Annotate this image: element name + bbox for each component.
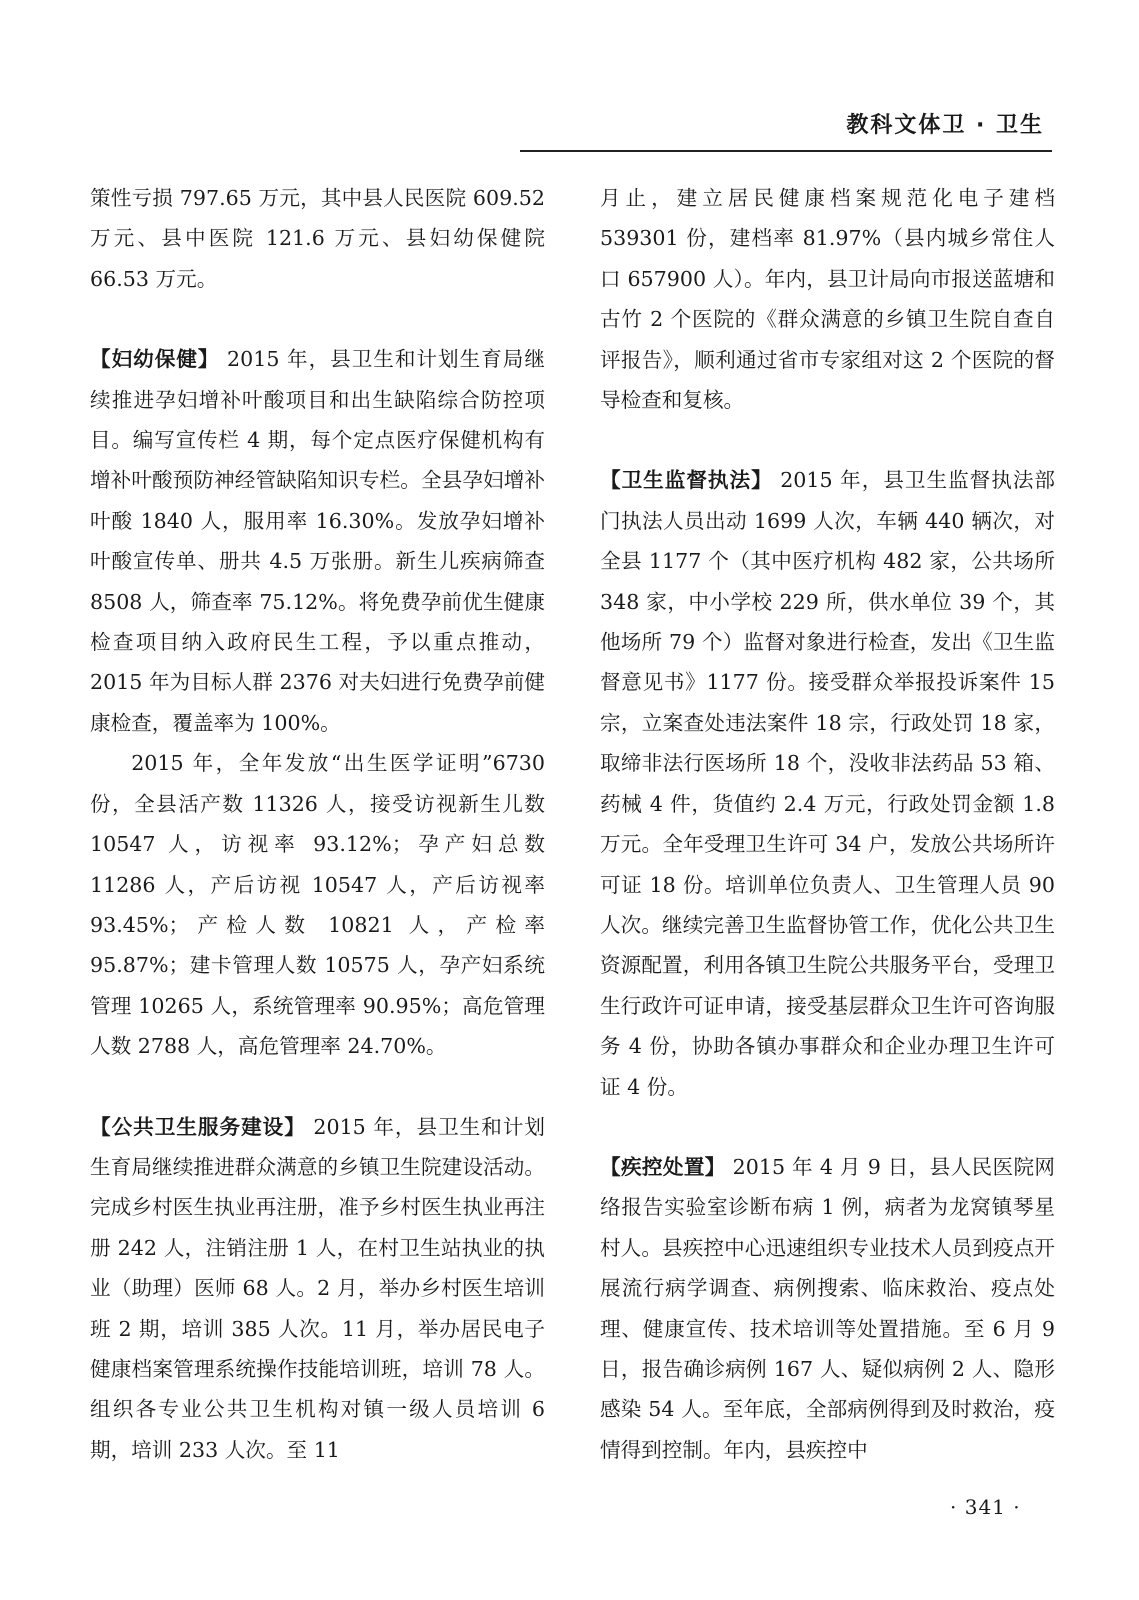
header-rule [520, 150, 1052, 152]
section-public-health-service [90, 1107, 545, 1471]
section-body: 2015 年 4 月 9 日，县人民医院网络报告实验室诊断布病 1 例，病者为龙窝镇琴星村人。县疾控中心迅速组织专业技术人员到疫点开展流行病学调查、病例搜索、临床救治、疫点处理、健康宣传、技术培训等处置措施。至 6 月 9 日，报告确诊病例 167 人、疑似病例 2 人、隐形感染 54 人。至年底，全部病例得到及时救治，疫情得到控制。年内，县疾控中 [600, 1154, 1056, 1462]
running-header: 教科文体卫 · 卫生 [846, 113, 1044, 138]
left-column [90, 178, 545, 1470]
section-heading: 【疾控处置】 [600, 1154, 726, 1179]
paragraph: 月止，建立居民健康档案规范化电子建档 539301 份，建档率 81.97%（县内城乡常住人口 657900 人）。年内，县卫计局向市报送蓝塘和古竹 2 个医院的《群众满意的乡镇卫生院自查自评报告》，顺利通过省市专家组对这 2 个医院的督导检查和复核。 [600, 186, 1055, 413]
paragraph: 2015 年，全年发放“出生医学证明”6730 份，全县活产数 11326 人，接受访视新生儿数 10547 人，访视率 93.12%；孕产妇总数 11286 人，产后访视 10547 人，产后访视率 93.45%；产检人数 10821 人，产检率 95.87%；建卡管理人数 10575 人，孕产妇系统管理 10265 人，系统管理率 90.95%；高危管理人数 2788 人，高危管理率 24.70%。 [90, 751, 545, 1059]
paragraph: 策性亏损 797.65 万元，其中县人民医院 609.52万元、县中医院 121.6 万元、县妇幼保健院 66.53 万元。 [90, 186, 545, 291]
section-maternal-child-health [90, 339, 545, 743]
section-heading: 【卫生监督执法】 [600, 468, 773, 493]
section-heading: 【妇幼保健】 [90, 347, 220, 372]
section-body: 2015 年，县卫生和计划生育局继续推进群众满意的乡镇卫生院建设活动。完成乡村医生执业再注册，准予乡村医生执业再注册 242 人，注销注册 1 人，在村卫生站执业的执业（助理）医师 68 人。2 月，举办乡村医生培训班 2 期，培训 385 人次。11 月，举办居民电子健康档案管理系统操作技能培训班，培训 78 人。组织各专业公共卫生机构对镇一级人员培训 6 期，培训 233 人次。至 11 [90, 1114, 545, 1462]
section-health-supervision [600, 460, 1055, 1107]
section-body: 2015 年，县卫生和计划生育局继续推进孕妇增补叶酸项目和出生缺陷综合防控项目。编写宣传栏 4 期，每个定点医疗保健机构有增补叶酸预防神经管缺陷知识专栏。全县孕妇增补叶酸 1840 人，服用率 16.30%。发放孕妇增补叶酸宣传单、册共 4.5 万张册。新生儿疾病筛查 8508 人，筛查率 75.12%。将免费孕前优生健康检查项目纳入政府民生工程，予以重点推动，2015 年为目标人群 2376 对夫妇进行免费孕前健康检查，覆盖率为 100%。 [90, 347, 545, 735]
section-disease-control [600, 1147, 1055, 1470]
right-column [600, 178, 1055, 1470]
page-number: · 341 · [950, 1495, 1021, 1519]
section-body: 2015 年，县卫生监督执法部门执法人员出动 1699 人次，车辆 440 辆次，对全县 1177 个（其中医疗机构 482 家，公共场所 348 家，中小学校 229 所，供水单位 39 个，其他场所 79 个）监督对象进行检查，发出《卫生监督意见书》1177 份。接受群众举报投诉案件 15 宗，立案查处违法案件 18 宗，行政处罚 18 家，取缔非法行医场所 18 个，没收非法药品 53 箱、药械 4 件，货值约 2.4 万元，行政处罚金额 1.8 万元。全年受理卫生许可 34 户，发放公共场所许可证 18 份。培训单位负责人、卫生管理人员 90 人次。继续完善卫生监督协管工作，优化公共卫生资源配置，利用各镇卫生院公共服务平台，受理卫生行政许可证申请，接受基层群众卫生许可咨询服务 4 份，协助各镇办事群众和企业办理卫生许可证 4 份。 [600, 468, 1055, 1099]
section-heading: 【公共卫生服务建设】 [90, 1114, 306, 1139]
